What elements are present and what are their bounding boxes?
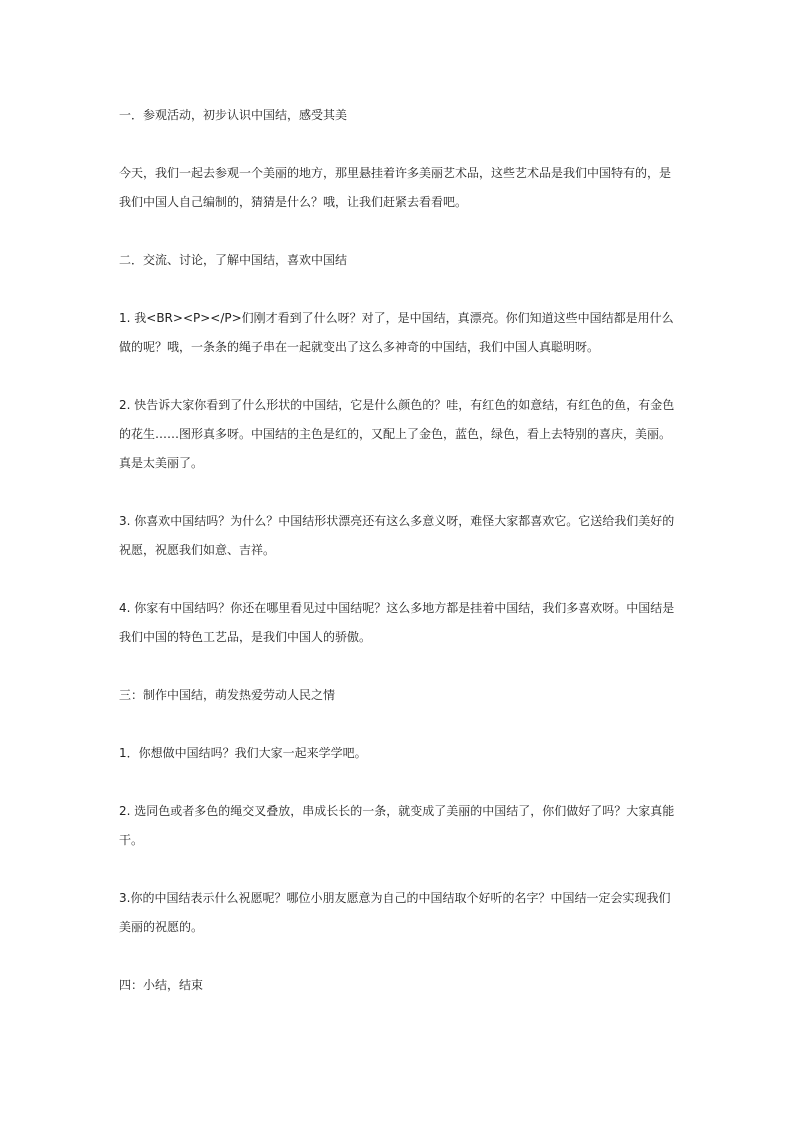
paragraph-2-4: 4. 你家有中国结吗？你还在哪里看见过中国结呢？这么多地方都是挂着中国结，我们多喜欢呀。中国结是我们中国的特色工艺品，是我们中国人的骄傲。 bbox=[119, 601, 675, 644]
section-heading-2: 二．交流、讨论，了解中国结，喜欢中国结 bbox=[119, 253, 348, 267]
section-heading-1: 一．参观活动，初步认识中国结，感受其美 bbox=[119, 108, 348, 122]
document-body bbox=[119, 101, 679, 1000]
paragraph-intro: 今天，我们一起去参观一个美丽的地方，那里悬挂着许多美丽艺术品，这些艺术品是我们中国特有的，是我们中国人自己编制的，猜猜是什么？哦，让我们赶紧去看看吧。 bbox=[119, 166, 672, 209]
paragraph-2-1: 1. 我<BR><P></P>们刚才看到了什么呀？对了，是中国结，真漂亮。你们知道这些中国结都是用什么做的呢？哦，一条条的绳子串在一起就变出了这么多神奇的中国结，我们中国人真聪明呀。 bbox=[119, 311, 674, 354]
paragraph-3-1: 1．你想做中国结吗？我们大家一起来学学吧。 bbox=[119, 746, 367, 760]
paragraph-2-2: 2. 快告诉大家你看到了什么形状的中国结，它是什么颜色的？哇，有红色的如意结，有红色的鱼，有金色的花生……图形真多呀。中国结的主色是红的，又配上了金色，蓝色，绿色，看上去特别的喜庆，美丽。真是太美丽了。 bbox=[119, 398, 675, 470]
section-heading-4: 四：小结，结束 bbox=[119, 978, 204, 992]
section-heading-3: 三：制作中国结，萌发热爱劳动人民之情 bbox=[119, 688, 336, 702]
paragraph-3-2: 2. 选同色或者多色的绳交叉叠放，串成长长的一条，就变成了美丽的中国结了，你们做好了吗？大家真能干。 bbox=[119, 804, 675, 847]
paragraph-3-3: 3.你的中国结表示什么祝愿呢？哪位小朋友愿意为自己的中国结取个好听的名字？中国结一定会实现我们美丽的祝愿的。 bbox=[119, 891, 671, 934]
paragraph-2-3: 3. 你喜欢中国结吗？为什么？中国结形状漂亮还有这么多意义呀，难怪大家都喜欢它。它送给我们美好的祝愿，祝愿我们如意、吉祥。 bbox=[119, 514, 675, 557]
